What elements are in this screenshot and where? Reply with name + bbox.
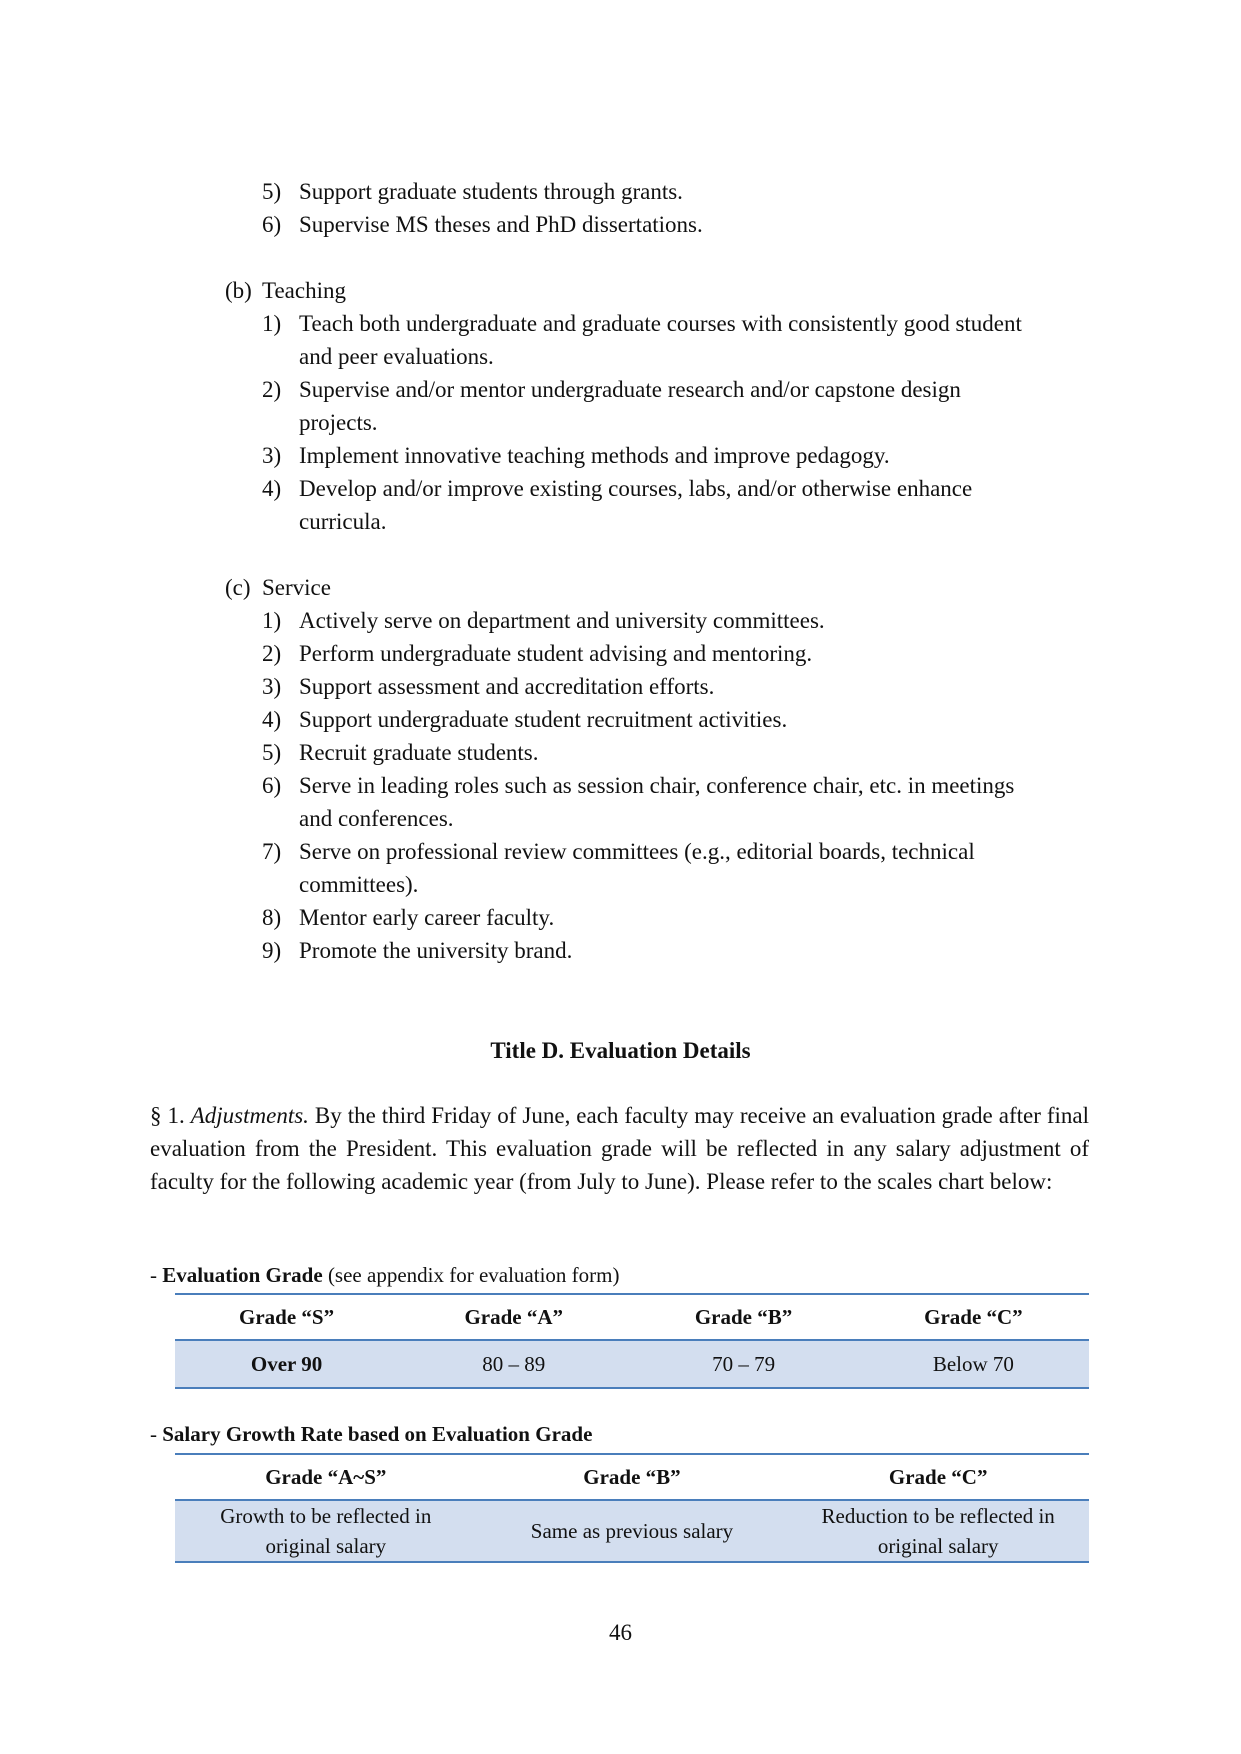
- list-number: 3): [262, 674, 282, 699]
- label-dash: -: [150, 1263, 163, 1287]
- table-header-row: [175, 1294, 1089, 1340]
- list-text: Support assessment and accreditation efforts.: [299, 674, 715, 699]
- list-item: [262, 472, 1092, 538]
- list-item: [262, 175, 1092, 208]
- list-number: 7): [262, 839, 282, 864]
- list-text: Support undergraduate student recruitment activities.: [299, 707, 788, 732]
- list-text: and conferences.: [299, 806, 454, 831]
- list-text: Mentor early career faculty.: [299, 905, 555, 930]
- section-heading-teaching: [225, 274, 525, 307]
- list-text: Implement innovative teaching methods and improve pedagogy.: [299, 443, 890, 468]
- list-text: Teach both undergraduate and graduate courses with consistently good student: [299, 311, 1022, 336]
- table-cell: Reduction to be reflected in original salary: [787, 1500, 1089, 1562]
- section-title: Title D. Evaluation Details: [490, 1038, 751, 1063]
- paragraph-body: By the third Friday of June, each faculty may receive an evaluation grade after final evaluation from the President. This evaluation grade will be reflected in any salary adjustment of faculty for the following academic year (from July to June). Please refer to the scales chart below:: [150, 1103, 1089, 1194]
- table-header: Grade “B”: [477, 1454, 788, 1500]
- list-text: curricula.: [299, 509, 387, 534]
- table-header: Grade “C”: [858, 1294, 1089, 1340]
- list-item: [262, 439, 1092, 472]
- table-cell: Over 90: [175, 1340, 398, 1388]
- table-row: [175, 1340, 1089, 1388]
- list-text: Support graduate students through grants.: [299, 179, 683, 204]
- table-header: Grade “C”: [787, 1454, 1089, 1500]
- table-cell: Same as previous salary: [477, 1500, 788, 1562]
- label-bold: Salary Growth Rate based on Evaluation Grade: [162, 1422, 593, 1446]
- list-text: Supervise and/or mentor undergraduate research and/or capstone design: [299, 377, 961, 402]
- section-heading-service: [225, 571, 525, 604]
- list-text: Serve in leading roles such as session chair, conference chair, etc. in meetings: [299, 773, 1015, 798]
- label-dash: -: [150, 1422, 163, 1446]
- table-cell: 80 – 89: [398, 1340, 629, 1388]
- list-text: Actively serve on department and university committees.: [299, 608, 825, 633]
- list-number: 3): [262, 443, 282, 468]
- page-number: 46: [609, 1620, 632, 1645]
- list-item: [262, 373, 1092, 439]
- list-item: [262, 736, 1092, 769]
- table-row: [175, 1500, 1089, 1562]
- list-text: and peer evaluations.: [299, 344, 494, 369]
- list-text: projects.: [299, 410, 378, 435]
- list-number: 1): [262, 608, 282, 633]
- list-number: 4): [262, 707, 282, 732]
- list-number: 5): [262, 179, 282, 204]
- list-item: [262, 307, 1092, 373]
- section-label: Teaching: [262, 278, 346, 303]
- adjustments-paragraph: [150, 1099, 1089, 1198]
- list-item: [262, 769, 1092, 835]
- section-label-number: (c): [225, 575, 251, 600]
- list-text: Serve on professional review committees (e.g., editorial boards, technical: [299, 839, 975, 864]
- list-number: 5): [262, 740, 282, 765]
- table-header: Grade “A~S”: [175, 1454, 477, 1500]
- list-text: Develop and/or improve existing courses, labs, and/or otherwise enhance: [299, 476, 973, 501]
- list-text: Recruit graduate students.: [299, 740, 539, 765]
- evaluation-grade-table: [175, 1293, 1089, 1389]
- table-header: Grade “B”: [629, 1294, 858, 1340]
- section-label: Service: [262, 575, 331, 600]
- list-item: [262, 604, 1092, 637]
- list-item: [262, 901, 1092, 934]
- label-bold: Evaluation Grade: [162, 1263, 323, 1287]
- list-number: 6): [262, 773, 282, 798]
- section-label-number: (b): [225, 278, 252, 303]
- table-cell: Growth to be reflected in original salary: [175, 1500, 477, 1562]
- list-number: 1): [262, 311, 282, 336]
- list-number: 9): [262, 938, 282, 963]
- paragraph-italic-term: Adjustments.: [190, 1103, 309, 1128]
- paragraph-prefix: § 1.: [150, 1103, 191, 1128]
- salary-growth-table: [175, 1453, 1089, 1563]
- table-cell: Below 70: [858, 1340, 1089, 1388]
- list-text: committees).: [299, 872, 419, 897]
- table-header: Grade “S”: [175, 1294, 398, 1340]
- list-item: [262, 637, 1092, 670]
- salary-growth-label: [150, 1422, 592, 1447]
- list-item: [262, 934, 1092, 967]
- list-text: Supervise MS theses and PhD dissertations.: [299, 212, 703, 237]
- list-number: 2): [262, 377, 282, 402]
- table-header: Grade “A”: [398, 1294, 629, 1340]
- list-item: [262, 670, 1092, 703]
- list-number: 2): [262, 641, 282, 666]
- list-item: [262, 208, 1092, 241]
- list-text: Perform undergraduate student advising and mentoring.: [299, 641, 813, 666]
- table-cell: 70 – 79: [629, 1340, 858, 1388]
- list-item: [262, 703, 1092, 736]
- list-number: 6): [262, 212, 282, 237]
- table-header-row: [175, 1454, 1089, 1500]
- list-item: [262, 835, 1092, 901]
- list-number: 4): [262, 476, 282, 501]
- evaluation-grade-label: [150, 1263, 620, 1288]
- list-text: Promote the university brand.: [299, 938, 573, 963]
- label-rest: (see appendix for evaluation form): [322, 1263, 620, 1287]
- list-number: 8): [262, 905, 282, 930]
